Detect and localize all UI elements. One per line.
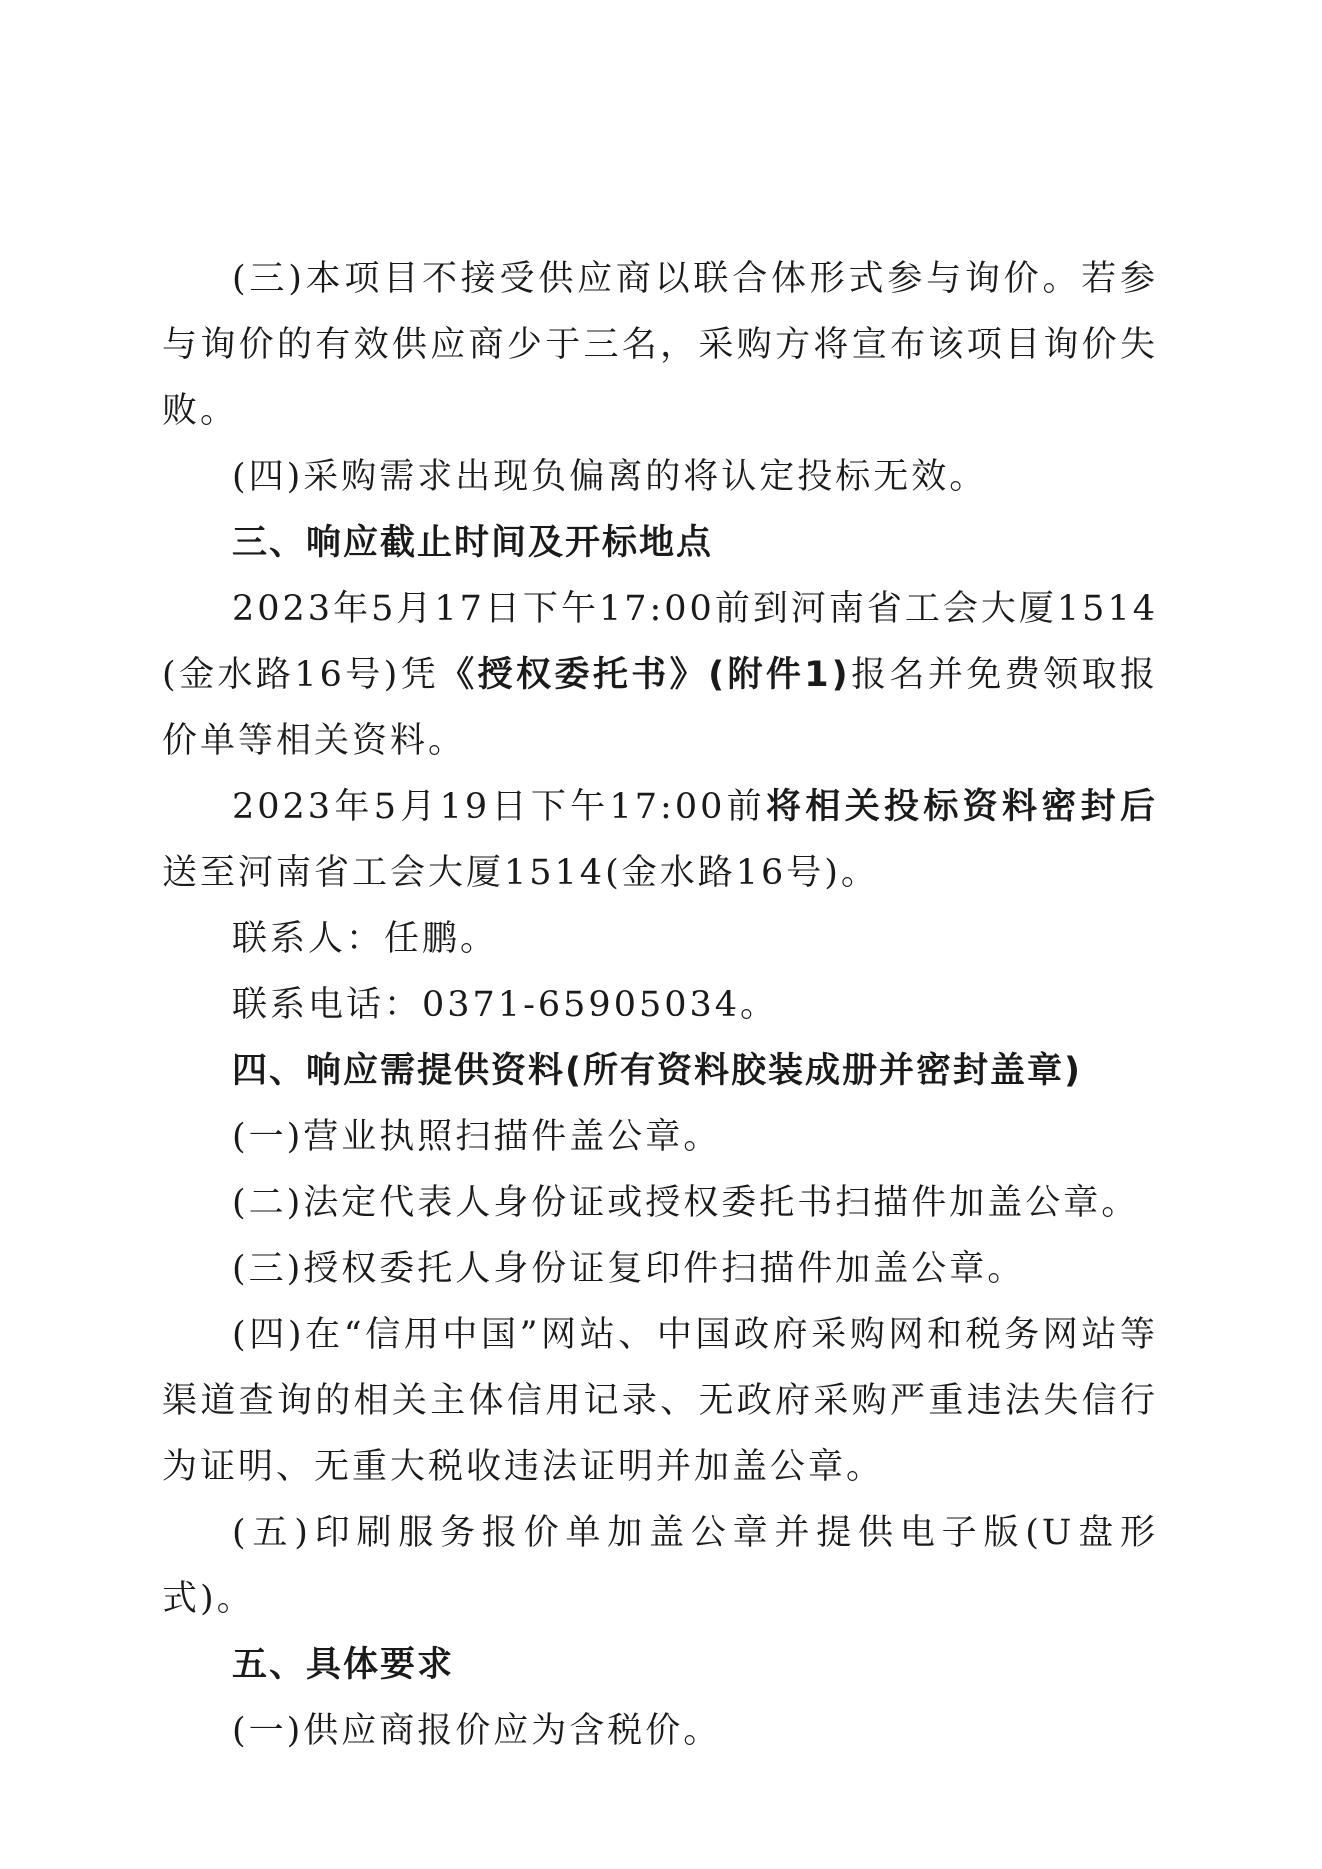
paragraph-submission xyxy=(162,774,1158,906)
document-body xyxy=(162,246,1158,1764)
section-heading-deadline: 三、响应截止时间及开标地点 xyxy=(232,523,714,563)
materials-item-1: (一)营业执照扫描件盖公章。 xyxy=(232,1117,722,1157)
materials-item-5: (五)印刷服务报价单加盖公章并提供电子版(U盘形式)。 xyxy=(162,1513,1158,1619)
registration-text-end: 报名并免费领取报价单等相关资料。 xyxy=(162,655,1158,761)
materials-item-3: (三)授权委托人身份证复印件扫描件加盖公章。 xyxy=(232,1249,1026,1289)
submission-emphasis: 将相关投标资料密封后 xyxy=(766,787,1158,827)
requirement-item-1: (一)供应商报价应为含税价。 xyxy=(232,1711,722,1751)
paragraph-registration xyxy=(162,576,1158,774)
section-heading-materials: 四、响应需提供资料(所有资料胶装成册并密封盖章) xyxy=(232,1051,1082,1091)
paragraph-contact-person: 联系人：任鹏。 xyxy=(232,919,499,959)
paragraph-consortium: (三)本项目不接受供应商以联合体形式参与询价。若参与询价的有效供应商少于三名，采购方将宣布该项目询价失败。 xyxy=(162,259,1158,431)
materials-item-4: (四)在“信用中国”网站、中国政府采购网和税务网站等渠道查询的相关主体信用记录、无政府采购严重违法失信行为证明、无重大税收违法证明并加盖公章。 xyxy=(162,1315,1158,1487)
submission-text-start: 2023年5月19日下午17:00前 xyxy=(232,787,767,827)
materials-item-2: (二)法定代表人身份证或授权委托书扫描件加盖公章。 xyxy=(232,1183,1140,1223)
authorization-letter-ref: 《授权委托书》(附件1) xyxy=(439,655,851,695)
paragraph-contact-phone: 联系电话：0371-65905034。 xyxy=(232,985,779,1025)
section-heading-requirements: 五、具体要求 xyxy=(232,1645,455,1685)
submission-text-end: 送至河南省工会大厦1514(金水路16号)。 xyxy=(162,853,879,893)
registration-text-start: 2023年5月17日下午17:00前到河南省工会大厦1514(金水路16号)凭 xyxy=(162,589,1158,695)
paragraph-negative-deviation: (四)采购需求出现负偏离的将认定投标无效。 xyxy=(232,457,988,497)
